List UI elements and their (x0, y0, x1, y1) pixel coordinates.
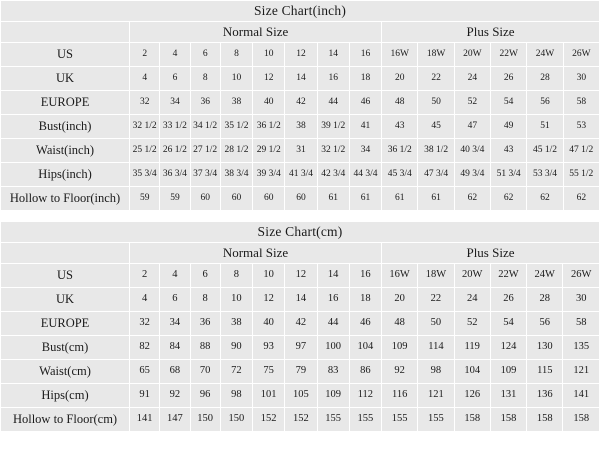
cell: 158 (527, 408, 563, 432)
table-row (1, 43, 600, 67)
cell: 16 (317, 67, 349, 91)
cell: 109 (317, 384, 349, 408)
cell: 36 3/4 (160, 163, 190, 187)
table-row (1, 384, 600, 408)
cell: 49 (491, 115, 527, 139)
cell: 16 (349, 43, 381, 67)
table-title-row (1, 222, 600, 243)
cell: 18 (349, 67, 381, 91)
cell: 28 1/2 (220, 139, 252, 163)
table-title-row (1, 1, 600, 22)
table-row (1, 139, 600, 163)
cell: 44 (317, 312, 349, 336)
row-label-hips: Hips(cm) (1, 384, 130, 408)
cell: 98 (418, 360, 454, 384)
cell: 86 (349, 360, 381, 384)
cell: 101 (253, 384, 285, 408)
size-chart-inch-table (0, 0, 600, 211)
cell: 26 1/2 (160, 139, 190, 163)
cell: 75 (253, 360, 285, 384)
cell: 26W (563, 264, 600, 288)
cell: 62 (527, 187, 563, 211)
cell: 48 (382, 312, 418, 336)
cell: 155 (418, 408, 454, 432)
cell: 158 (563, 408, 600, 432)
cell: 91 (130, 384, 160, 408)
cell: 44 3/4 (349, 163, 381, 187)
chart-title: Size Chart(inch) (1, 1, 600, 22)
cell: 131 (490, 384, 526, 408)
size-chart-cm-block (0, 221, 600, 432)
cell: 18W (418, 43, 454, 67)
cell: 22W (491, 43, 527, 67)
cell: 158 (490, 408, 526, 432)
cell: 92 (160, 384, 190, 408)
cell: 34 (349, 139, 381, 163)
cell: 14 (285, 288, 317, 312)
cell: 41 3/4 (285, 163, 317, 187)
cell: 90 (220, 336, 252, 360)
cell: 58 (563, 91, 599, 115)
cell: 24 (454, 288, 490, 312)
cell: 36 1/2 (253, 115, 285, 139)
cell: 60 (190, 187, 220, 211)
cell: 12 (285, 43, 317, 67)
cell: 45 3/4 (382, 163, 418, 187)
cell: 55 1/2 (563, 163, 599, 187)
cell: 16 (349, 264, 381, 288)
cell: 92 (382, 360, 418, 384)
cell: 20 (382, 67, 418, 91)
cell: 150 (220, 408, 252, 432)
table-group-row (1, 243, 600, 264)
table-row (1, 115, 600, 139)
cell: 47 3/4 (418, 163, 454, 187)
cell: 121 (418, 384, 454, 408)
cell: 104 (454, 360, 490, 384)
cell: 28 (527, 67, 563, 91)
cell: 135 (563, 336, 600, 360)
cell: 10 (220, 288, 252, 312)
cell: 49 3/4 (454, 163, 490, 187)
cell: 6 (190, 264, 220, 288)
cell: 38 (220, 91, 252, 115)
size-chart-cm-table (0, 221, 600, 432)
cell: 39 3/4 (253, 163, 285, 187)
cell: 119 (454, 336, 490, 360)
cell: 36 (190, 312, 220, 336)
cell: 41 (349, 115, 381, 139)
cell: 50 (418, 312, 454, 336)
cell: 14 (317, 264, 349, 288)
cell: 12 (253, 288, 285, 312)
group-row-corner (1, 22, 130, 43)
cell: 88 (190, 336, 220, 360)
cell: 29 1/2 (253, 139, 285, 163)
cell: 20 (382, 288, 418, 312)
cell: 40 (253, 312, 285, 336)
chart-separator (0, 211, 600, 221)
row-label-uk: UK (1, 288, 130, 312)
table-row (1, 288, 600, 312)
row-label-bust: Bust(inch) (1, 115, 130, 139)
cell: 39 1/2 (317, 115, 349, 139)
cell: 14 (285, 67, 317, 91)
cell: 4 (160, 264, 190, 288)
cell: 32 (130, 91, 160, 115)
cell: 155 (382, 408, 418, 432)
cell: 35 3/4 (130, 163, 160, 187)
cell: 12 (253, 67, 285, 91)
cell: 31 (285, 139, 317, 163)
cell: 109 (490, 360, 526, 384)
cell: 65 (130, 360, 160, 384)
cell: 27 1/2 (190, 139, 220, 163)
cell: 121 (563, 360, 600, 384)
row-label-europe: EUROPE (1, 312, 130, 336)
cell: 30 (563, 288, 600, 312)
cell: 32 1/2 (317, 139, 349, 163)
cell: 22 (418, 288, 454, 312)
row-label-hollow-to-floor: Hollow to Floor(cm) (1, 408, 130, 432)
cell: 14 (317, 43, 349, 67)
cell: 36 (190, 91, 220, 115)
cell: 52 (454, 91, 490, 115)
row-label-bust: Bust(cm) (1, 336, 130, 360)
cell: 51 3/4 (491, 163, 527, 187)
cell: 105 (285, 384, 317, 408)
cell: 22W (490, 264, 526, 288)
cell: 130 (527, 336, 563, 360)
cell: 141 (130, 408, 160, 432)
cell: 109 (382, 336, 418, 360)
group-row-corner (1, 243, 130, 264)
cell: 141 (563, 384, 600, 408)
group-header-plus: Plus Size (382, 243, 600, 264)
cell: 52 (454, 312, 490, 336)
cell: 8 (190, 67, 220, 91)
table-row (1, 336, 600, 360)
size-chart-inch-block (0, 0, 600, 211)
cell: 30 (563, 67, 599, 91)
cell: 60 (253, 187, 285, 211)
cell: 60 (220, 187, 252, 211)
cell: 79 (285, 360, 317, 384)
cell: 48 (382, 91, 418, 115)
cell: 34 (160, 312, 190, 336)
cell: 10 (253, 264, 285, 288)
cell: 155 (349, 408, 381, 432)
row-label-uk: UK (1, 67, 130, 91)
cell: 61 (349, 187, 381, 211)
row-label-us: US (1, 43, 130, 67)
cell: 45 1/2 (527, 139, 563, 163)
cell: 8 (220, 264, 252, 288)
cell: 18 (349, 288, 381, 312)
cell: 10 (253, 43, 285, 67)
cell: 61 (317, 187, 349, 211)
cell: 24W (527, 43, 563, 67)
cell: 59 (130, 187, 160, 211)
table-row (1, 67, 600, 91)
chart-title: Size Chart(cm) (1, 222, 600, 243)
cell: 115 (527, 360, 563, 384)
cell: 112 (349, 384, 381, 408)
cell: 51 (527, 115, 563, 139)
cell: 2 (130, 43, 160, 67)
table-group-row (1, 22, 600, 43)
cell: 62 (563, 187, 599, 211)
cell: 34 (160, 91, 190, 115)
cell: 6 (160, 288, 190, 312)
cell: 116 (382, 384, 418, 408)
cell: 26 (491, 67, 527, 91)
cell: 35 1/2 (220, 115, 252, 139)
cell: 42 (285, 312, 317, 336)
cell: 43 (382, 115, 418, 139)
cell: 22 (418, 67, 454, 91)
row-label-hips: Hips(inch) (1, 163, 130, 187)
cell: 12 (285, 264, 317, 288)
row-label-waist: Waist(inch) (1, 139, 130, 163)
table-row (1, 264, 600, 288)
cell: 20W (454, 43, 490, 67)
cell: 2 (130, 264, 160, 288)
cell: 4 (130, 67, 160, 91)
cell: 147 (160, 408, 190, 432)
group-header-normal: Normal Size (130, 243, 382, 264)
cell: 25 1/2 (130, 139, 160, 163)
cell: 84 (160, 336, 190, 360)
cell: 158 (454, 408, 490, 432)
cell: 44 (317, 91, 349, 115)
row-label-hollow-to-floor: Hollow to Floor(inch) (1, 187, 130, 211)
cell: 28 (527, 288, 563, 312)
cell: 8 (220, 43, 252, 67)
cell: 68 (160, 360, 190, 384)
cell: 38 3/4 (220, 163, 252, 187)
cell: 16 (317, 288, 349, 312)
cell: 54 (490, 312, 526, 336)
cell: 61 (382, 187, 418, 211)
cell: 47 (454, 115, 490, 139)
cell: 61 (418, 187, 454, 211)
cell: 56 (527, 312, 563, 336)
table-row (1, 187, 600, 211)
cell: 20W (454, 264, 490, 288)
cell: 32 1/2 (130, 115, 160, 139)
cell: 26 (490, 288, 526, 312)
cell: 26W (563, 43, 599, 67)
cell: 152 (253, 408, 285, 432)
cell: 53 (563, 115, 599, 139)
cell: 37 3/4 (190, 163, 220, 187)
cell: 126 (454, 384, 490, 408)
cell: 46 (349, 91, 381, 115)
cell: 82 (130, 336, 160, 360)
row-label-europe: EUROPE (1, 91, 130, 115)
cell: 152 (285, 408, 317, 432)
cell: 24 (454, 67, 490, 91)
cell: 38 (285, 115, 317, 139)
cell: 56 (527, 91, 563, 115)
cell: 124 (490, 336, 526, 360)
cell: 98 (220, 384, 252, 408)
cell: 8 (190, 288, 220, 312)
cell: 59 (160, 187, 190, 211)
cell: 114 (418, 336, 454, 360)
cell: 16W (382, 43, 418, 67)
table-row (1, 91, 600, 115)
cell: 96 (190, 384, 220, 408)
cell: 16W (382, 264, 418, 288)
table-row (1, 312, 600, 336)
cell: 33 1/2 (160, 115, 190, 139)
table-row (1, 163, 600, 187)
cell: 38 1/2 (418, 139, 454, 163)
cell: 97 (285, 336, 317, 360)
cell: 45 (418, 115, 454, 139)
cell: 72 (220, 360, 252, 384)
cell: 104 (349, 336, 381, 360)
cell: 136 (527, 384, 563, 408)
cell: 47 1/2 (563, 139, 599, 163)
group-header-normal: Normal Size (130, 22, 382, 43)
row-label-us: US (1, 264, 130, 288)
cell: 100 (317, 336, 349, 360)
cell: 62 (454, 187, 490, 211)
cell: 42 (285, 91, 317, 115)
cell: 58 (563, 312, 600, 336)
cell: 70 (190, 360, 220, 384)
cell: 24W (527, 264, 563, 288)
row-label-waist: Waist(cm) (1, 360, 130, 384)
cell: 93 (253, 336, 285, 360)
cell: 4 (130, 288, 160, 312)
cell: 60 (285, 187, 317, 211)
cell: 42 3/4 (317, 163, 349, 187)
table-row (1, 360, 600, 384)
cell: 10 (220, 67, 252, 91)
cell: 36 1/2 (382, 139, 418, 163)
group-header-plus: Plus Size (382, 22, 600, 43)
cell: 32 (130, 312, 160, 336)
cell: 34 1/2 (190, 115, 220, 139)
cell: 62 (491, 187, 527, 211)
cell: 6 (190, 43, 220, 67)
cell: 6 (160, 67, 190, 91)
cell: 4 (160, 43, 190, 67)
cell: 40 3/4 (454, 139, 490, 163)
cell: 54 (491, 91, 527, 115)
cell: 18W (418, 264, 454, 288)
cell: 83 (317, 360, 349, 384)
cell: 43 (491, 139, 527, 163)
cell: 53 3/4 (527, 163, 563, 187)
cell: 150 (190, 408, 220, 432)
cell: 46 (349, 312, 381, 336)
cell: 40 (253, 91, 285, 115)
cell: 155 (317, 408, 349, 432)
cell: 50 (418, 91, 454, 115)
table-row (1, 408, 600, 432)
cell: 38 (220, 312, 252, 336)
